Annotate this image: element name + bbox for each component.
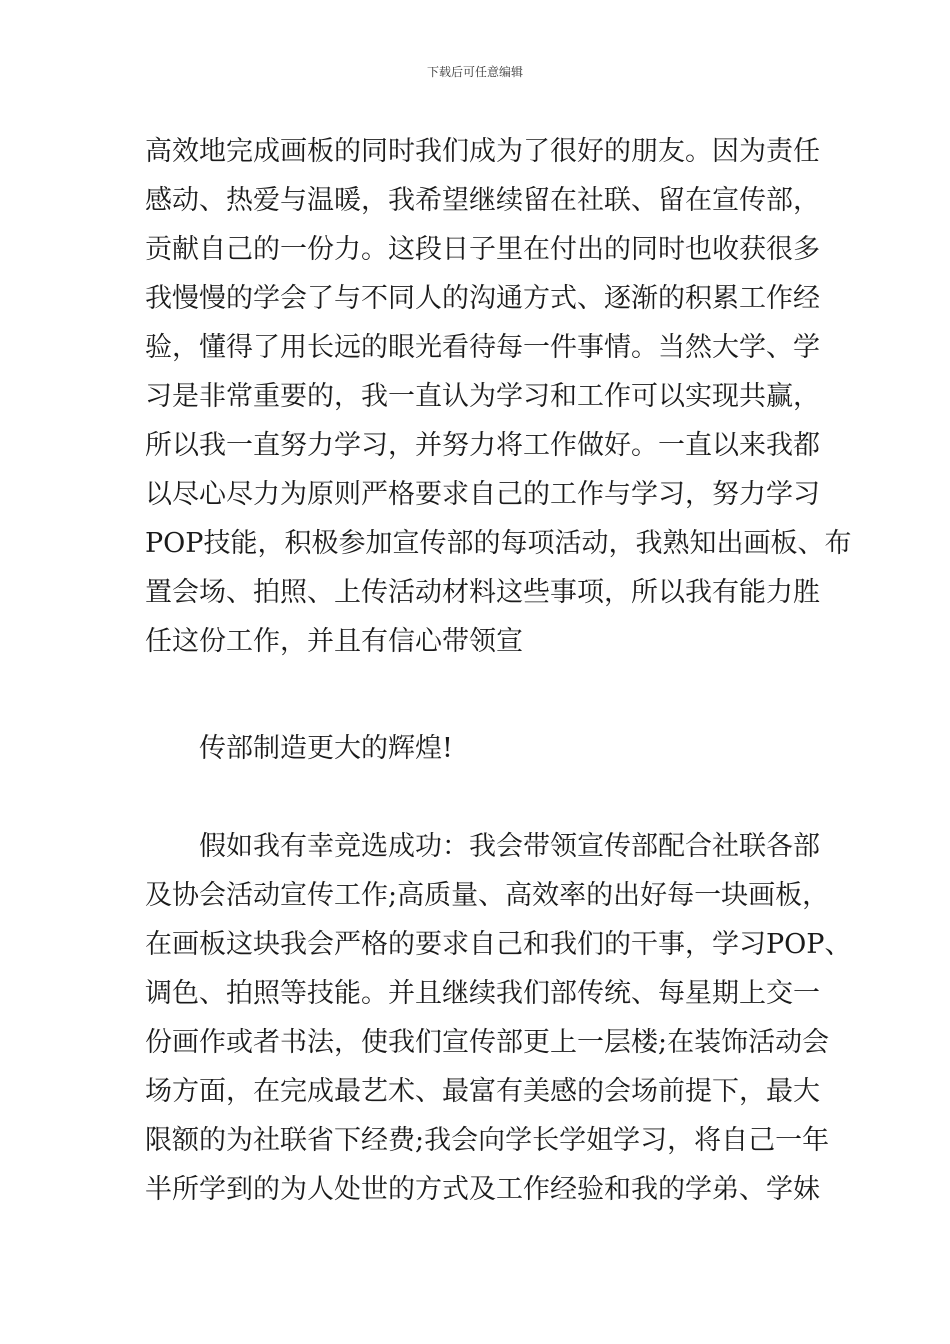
paragraph-3: [145, 822, 852, 1214]
text-line: 在画板这块我会严格的要求自己和我们的干事，学习POP、: [145, 929, 852, 960]
paragraph-1: [145, 127, 852, 666]
text-line: 场方面，在完成最艺术、最富有美感的会场前提下，最大: [145, 1076, 820, 1107]
text-line: 置会场、拍照、上传活动材料这些事项，所以我有能力胜: [145, 577, 820, 608]
text-line: 传部制造更大的辉煌!: [199, 733, 453, 764]
text-line: 我慢慢的学会了与不同人的沟通方式、逐渐的积累工作经: [145, 283, 820, 314]
paragraph-2: [145, 724, 815, 773]
text-line: 以尽心尽力为原则严格要求自己的工作与学习，努力学习: [145, 479, 820, 510]
text-line: 及协会活动宣传工作;高质量、高效率的出好每一块画板，: [145, 880, 830, 911]
text-line: 习是非常重要的，我一直认为学习和工作可以实现共赢，: [145, 381, 820, 412]
text-line: 所以我一直努力学习，并努力将工作做好。一直以来我都: [145, 430, 820, 461]
text-line: 验，懂得了用长远的眼光看待每一件事情。当然大学、学: [145, 332, 820, 363]
text-line: 份画作或者书法，使我们宣传部更上一层楼;在装饰活动会: [145, 1027, 830, 1058]
text-line: 任这份工作，并且有信心带领宣: [145, 626, 523, 657]
text-line: 半所学到的为人处世的方式及工作经验和我的学弟、学妹: [145, 1174, 820, 1205]
text-line: 高效地完成画板的同时我们成为了很好的朋友。因为责任: [145, 136, 820, 167]
text-line: 感动、热爱与温暖，我希望继续留在社联、留在宣传部，: [145, 185, 820, 216]
text-line: 调色、拍照等技能。并且继续我们部传统、每星期上交一: [145, 978, 820, 1009]
text-line: 贡献自己的一份力。这段日子里在付出的同时也收获很多: [145, 234, 820, 265]
text-line: 假如我有幸竞选成功：我会带领宣传部配合社联各部: [199, 831, 820, 862]
page-header: 下载后可任意编辑: [426, 65, 523, 79]
text-line: POP技能，积极参加宣传部的每项活动，我熟知出画板、布: [145, 528, 852, 559]
text-line: 限额的为社联省下经费;我会向学长学姐学习，将自己一年: [145, 1125, 830, 1156]
